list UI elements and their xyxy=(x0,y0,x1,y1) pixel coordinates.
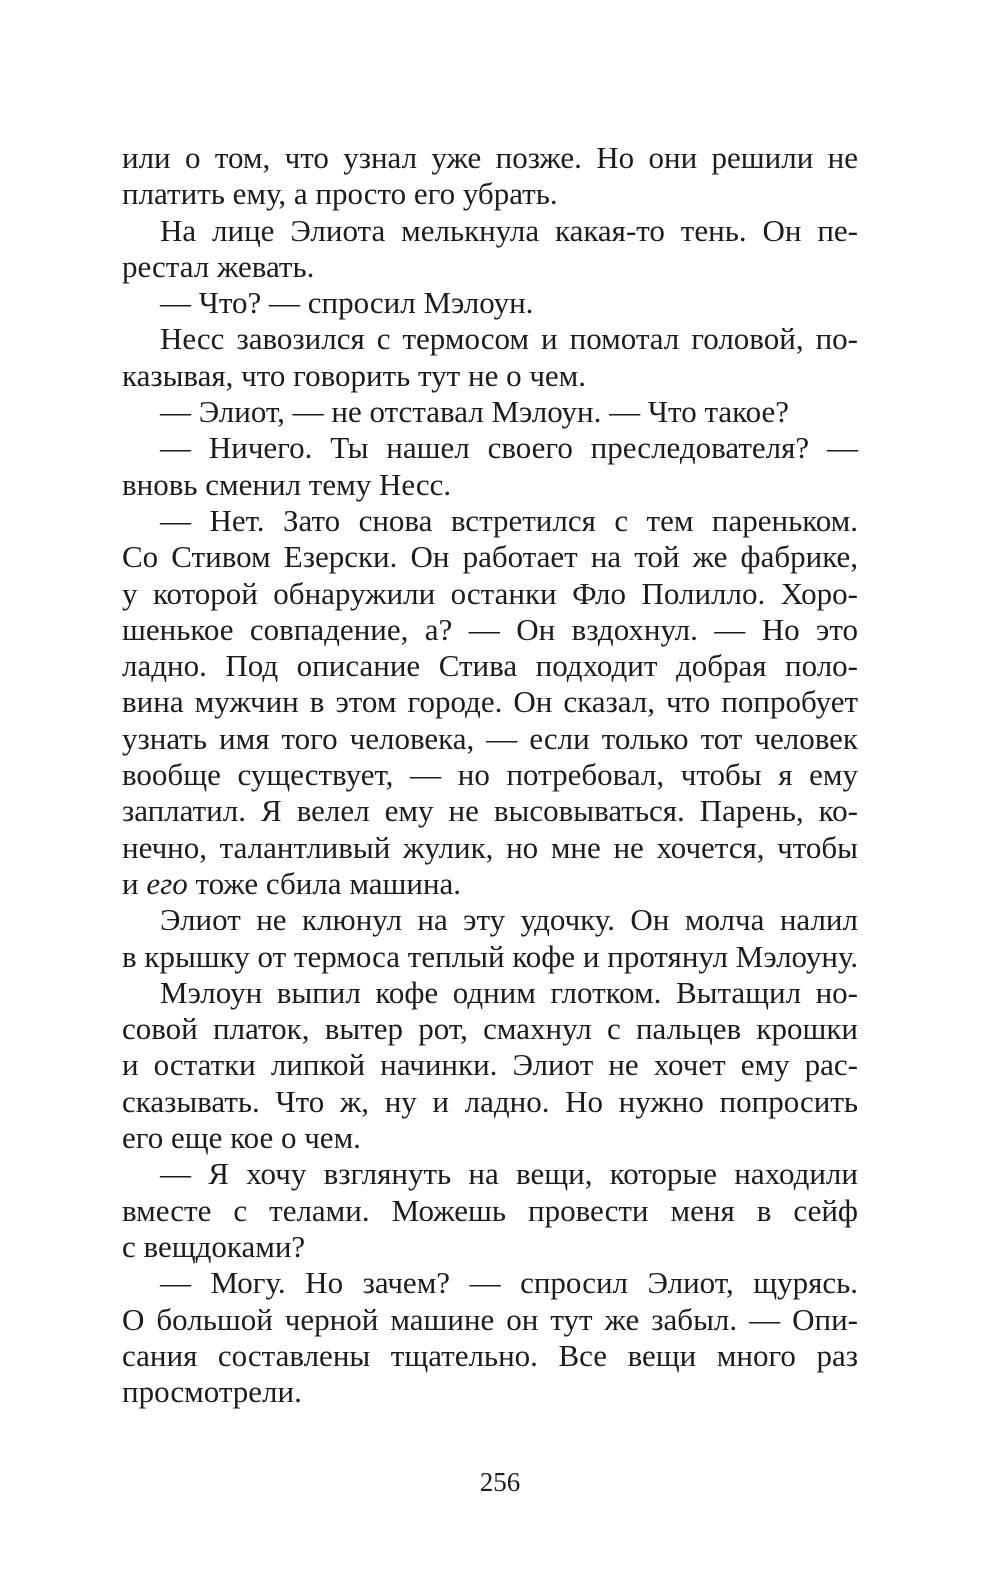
text-line: заплатил. Я велел ему не высовываться. Парень, ко- xyxy=(122,793,858,829)
text-line: вообще существует, — но потребовал, чтобы я ему xyxy=(122,757,858,793)
text-fragment: и xyxy=(122,865,139,901)
text-line: или о том, что узнал уже позже. Но они решили не xyxy=(122,140,858,175)
text-line: шенькое совпадение, а? — Он вздохнул. — Но это xyxy=(122,611,858,647)
text-line: его еще кое о чем. xyxy=(122,1120,361,1156)
text-line: совой платок, вытер рот, смахнул с пальцев крошки xyxy=(122,1011,858,1047)
text-line: На лице Элиота мелькнула какая-то тень. Он пе- xyxy=(160,212,858,248)
body-text xyxy=(122,140,858,1410)
text-line: Мэлоун выпил кофе одним глотком. Вытащил но- xyxy=(160,974,858,1010)
text-line: О большой черной машине он тут же забыл. — Опи- xyxy=(122,1301,858,1337)
text-line: казывая, что говорить тут не о чем. xyxy=(122,357,587,393)
text-line: — Я хочу взглянуть на вещи, которые находили xyxy=(160,1156,858,1192)
text-line: узнать имя того человека, — если только тот человек xyxy=(122,720,858,756)
text-line: сказывать. Что ж, ну и ладно. Но нужно попросить xyxy=(122,1083,858,1119)
text-line: в крышку от термоса теплый кофе и протянул Мэлоуну. xyxy=(122,938,859,974)
text-fragment: тоже сбила машина. xyxy=(195,865,462,901)
text-line: с вещдоками? xyxy=(122,1228,306,1264)
text-line: рестал жевать. xyxy=(122,248,315,284)
text-line: сания составлены тщательно. Все вещи много раз xyxy=(122,1337,858,1373)
text-line: вина мужчин в этом городе. Он сказал, что попробует xyxy=(122,684,858,720)
text-line: у которой обнаружили останки Фло Полилло. Хоро- xyxy=(122,575,858,611)
text-line: платить ему, а просто его убрать. xyxy=(122,176,558,212)
text-line: Несс завозился с термосом и помотал головой, по- xyxy=(160,321,858,357)
text-line: вместе с телами. Можешь провести меня в сейф xyxy=(122,1192,858,1228)
text-line: ладно. Под описание Стива подходит добрая поло- xyxy=(122,648,858,684)
italic-emphasis: его xyxy=(146,865,188,901)
text-line xyxy=(122,866,858,902)
text-line: и остатки липкой начинки. Элиот не хочет ему рас- xyxy=(122,1047,858,1083)
text-line: Элиот не клюнул на эту удочку. Он молча налил xyxy=(160,902,858,938)
page-number: 256 xyxy=(479,1467,521,1497)
text-line: вновь сменил тему Несс. xyxy=(122,466,452,502)
text-line: — Ничего. Ты нашел своего преследователя? — xyxy=(160,430,858,466)
text-line: — Нет. Зато снова встретился с тем пареньком. xyxy=(160,502,858,538)
text-line: — Элиот, — не отставал Мэлоун. — Что такое? xyxy=(160,394,790,430)
text-line: нечно, талантливый жулик, но мне не хочется, чтобы xyxy=(122,829,858,865)
text-line: Со Стивом Езерски. Он работает на той же фабрике, xyxy=(122,539,858,575)
text-line: просмотрели. xyxy=(122,1374,302,1410)
text-line: — Могу. Но зачем? — спросил Элиот, щурясь. xyxy=(160,1265,858,1301)
text-line: — Что? — спросил Мэлоун. xyxy=(160,285,534,321)
